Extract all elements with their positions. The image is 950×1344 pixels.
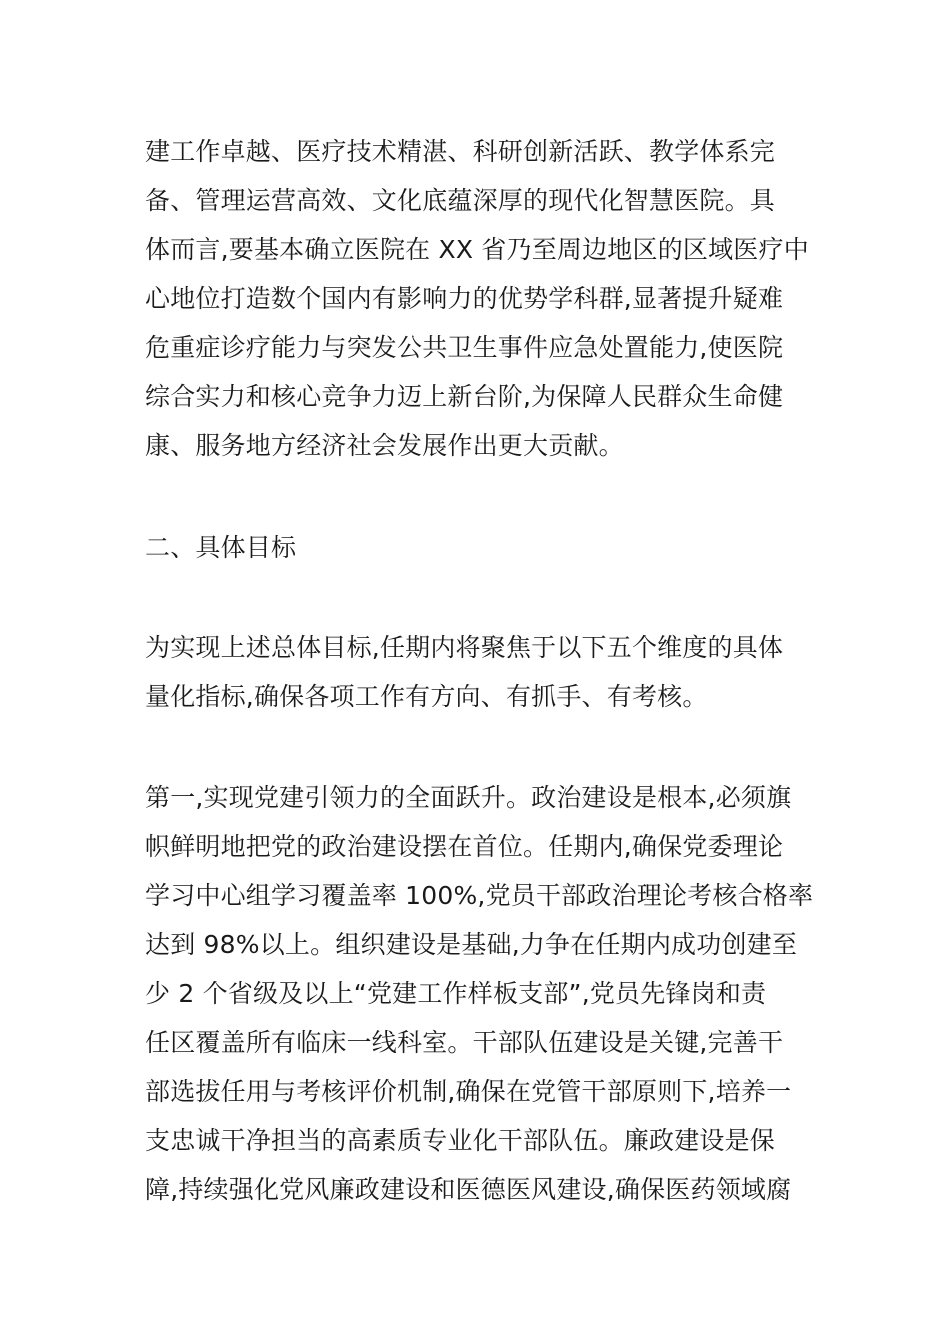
paragraph-line: 体而言,要基本确立医院在 XX 省乃至周边地区的区域医疗中 — [145, 235, 809, 264]
paragraph-line: 心地位打造数个国内有影响力的优势学科群,显著提升疑难 — [145, 284, 784, 313]
paragraph-line: 障,持续强化党风廉政建设和医德医风建设,确保医药领域腐 — [145, 1175, 792, 1204]
paragraph-line: 少 2 个省级及以上“党建工作样板支部”,党员先锋岗和责 — [145, 979, 767, 1008]
paragraph-line: 达到 98%以上。组织建设是基础,力争在任期内成功创建至 — [145, 930, 798, 959]
paragraph-line: 危重症诊疗能力与突发公共卫生事件应急处置能力,使医院 — [145, 333, 784, 362]
paragraph-line: 备、管理运营高效、文化底蕴深厚的现代化智慧医院。具 — [145, 186, 776, 215]
paragraph-line: 学习中心组学习覆盖率 100%,党员干部政治理论考核合格率 — [145, 881, 814, 910]
heading-line: 二、具体目标 — [145, 533, 297, 562]
paragraph-line: 部选拔任用与考核评价机制,确保在党管干部原则下,培养一 — [145, 1077, 792, 1106]
paragraph-line: 综合实力和核心竞争力迈上新台阶,为保障人民群众生命健 — [145, 382, 784, 411]
paragraph-line: 为实现上述总体目标,任期内将聚焦于以下五个维度的具体 — [145, 633, 784, 662]
paragraph-line: 建工作卓越、医疗技术精湛、科研创新活跃、教学体系完 — [145, 137, 776, 166]
paragraph-line: 康、服务地方经济社会发展作出更大贡献。 — [145, 431, 624, 460]
paragraph-line: 量化指标,确保各项工作有方向、有抓手、有考核。 — [145, 682, 708, 711]
paragraph-line: 任区覆盖所有临床一线科室。干部队伍建设是关键,完善干 — [145, 1028, 784, 1057]
paragraph-line: 帜鲜明地把党的政治建设摆在首位。任期内,确保党委理论 — [145, 832, 784, 861]
paragraph-line: 第一,实现党建引领力的全面跃升。政治建设是根本,必须旗 — [145, 783, 792, 812]
paragraph-line: 支忠诚干净担当的高素质专业化干部队伍。廉政建设是保 — [145, 1126, 776, 1155]
